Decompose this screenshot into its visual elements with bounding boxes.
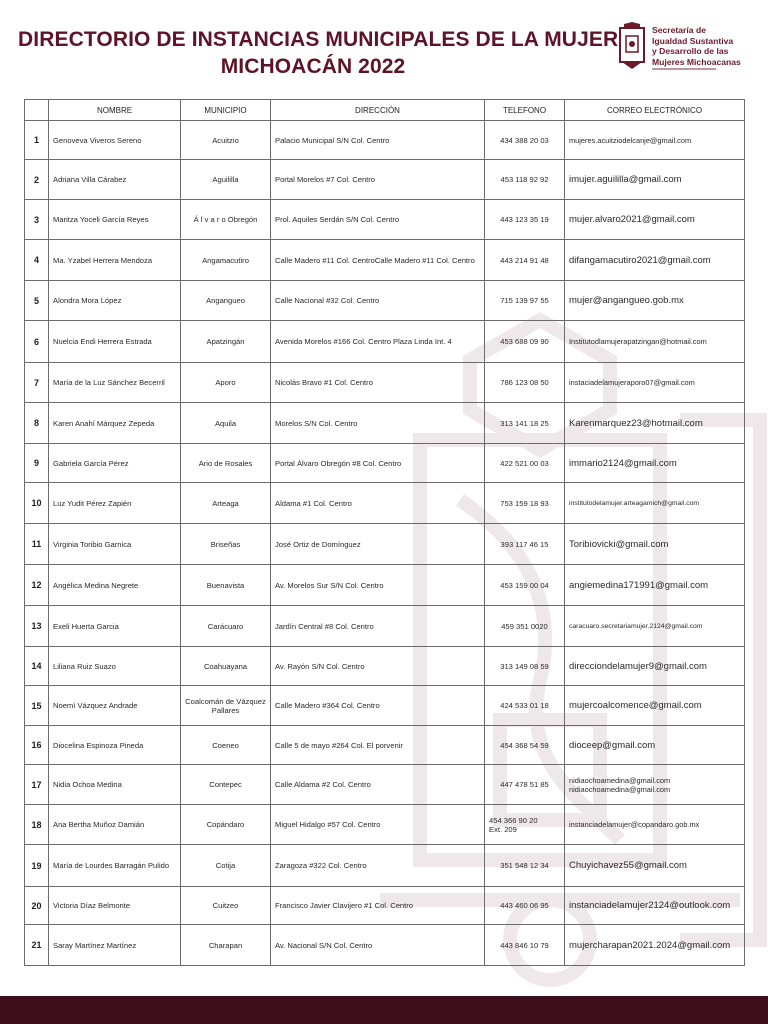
municipio-cell: Cuitzeo — [181, 887, 271, 925]
telefono-cell — [485, 726, 565, 765]
direccion-cell: Morelos S/N Col. Centro — [271, 403, 485, 444]
correo-cell — [565, 726, 745, 765]
row-number: 7 — [25, 363, 49, 403]
contact-name: Genoveva Viveros Sereno — [49, 121, 181, 160]
telefono-value: 443 123 35 19 — [500, 215, 549, 224]
email-link[interactable]: immario2124@gmail.com — [569, 457, 677, 469]
direccion-cell: Zaragoza #322 Col. Centro — [271, 845, 485, 887]
municipio-cell: Briseñas — [181, 524, 271, 565]
table-row — [25, 444, 745, 483]
email-link[interactable]: mujercharapan2021.2024@gmail.com — [569, 939, 731, 951]
telefono-value: 443 460 06 95 — [500, 901, 549, 910]
document-title — [18, 26, 619, 80]
correo-cell — [565, 925, 745, 966]
direccion-cell: Av. Morelos Sur S/N Col. Centro — [271, 565, 485, 606]
telefono-cell — [485, 647, 565, 686]
telefono-value: 424 533 01 18 — [500, 701, 549, 710]
email-link[interactable]: instanciadelamujer@copandaro.gob.mx — [569, 820, 700, 829]
table-row — [25, 765, 745, 805]
telefono-value: 447 478 51 85 — [500, 780, 549, 789]
municipio-cell: Carácuaro — [181, 606, 271, 647]
telefono-cell — [485, 363, 565, 403]
direccion-cell: Calle Madero #11 Col. CentroCalle Madero #11 Col. Centro — [271, 240, 485, 281]
telefono-cell — [485, 200, 565, 240]
footer-band — [0, 996, 768, 1024]
title-line-1: DIRECTORIO DE INSTANCIAS MUNICIPALES DE LA MUJER — [18, 28, 619, 51]
row-number: 2 — [25, 160, 49, 200]
contact-name: Luz Yudit Pérez Zapién — [49, 483, 181, 524]
municipio-cell: Á l v a r o Obregón — [181, 200, 271, 240]
correo-cell — [565, 647, 745, 686]
row-number: 1 — [25, 121, 49, 160]
municipio-cell: Contepec — [181, 765, 271, 805]
telefono-value: 786 123 08 50 — [500, 378, 549, 387]
row-number: 11 — [25, 524, 49, 565]
email-link[interactable]: mujer.alvaro2021@gmail.com — [569, 214, 695, 225]
municipio-cell: Acuitzio — [181, 121, 271, 160]
table-row — [25, 565, 745, 606]
email-link[interactable]: angiemedina171991@gmail.com — [569, 579, 709, 591]
row-number: 19 — [25, 845, 49, 887]
table-row — [25, 160, 745, 200]
telefono-value: 454 368 54 59 — [500, 740, 549, 750]
direccion-cell: Francisco Javier Clavijero #1 Col. Centro — [271, 887, 485, 925]
table-row — [25, 845, 745, 887]
contact-name: Karen Anahí Márquez Zepeda — [49, 403, 181, 444]
email-link[interactable]: Institutodlamujerapatzingan@hotmail.com — [569, 337, 707, 346]
contact-name: Adriana Villa Cárabez — [49, 160, 181, 200]
direccion-cell: Avenida Morelos #166 Col. Centro Plaza Linda Int. 4 — [271, 321, 485, 363]
table-row — [25, 805, 745, 845]
row-number: 18 — [25, 805, 49, 845]
direccion-cell: Av. Rayón S/N Col. Centro — [271, 647, 485, 686]
email-link[interactable]: mujer@angangueo.gob.mx — [569, 295, 684, 306]
municipio-cell: Cotija — [181, 845, 271, 887]
contact-name: Noemí Vázquez Andrade — [49, 686, 181, 726]
table-row — [25, 321, 745, 363]
header-nombre: NOMBRE — [49, 100, 181, 121]
email-link[interactable]: Chuyichavez55@gmail.com — [569, 860, 687, 871]
header-num — [25, 100, 49, 121]
logo-line-3: y Desarrollo de las — [652, 46, 729, 56]
contact-name: María de la Luz Sánchez Becerril — [49, 363, 181, 403]
municipio-cell: Coahuayana — [181, 647, 271, 686]
municipio-cell: Angangueo — [181, 281, 271, 321]
telefono-value: 443 214 91 48 — [500, 255, 549, 265]
table-row — [25, 200, 745, 240]
telefono-value: 453 688 09 90 — [500, 337, 549, 346]
email-link-secondary[interactable]: nidiaochoamedina@gmail.com — [569, 784, 671, 794]
municipio-cell: Aquila — [181, 403, 271, 444]
table-header-row — [25, 100, 745, 121]
telefono-cell — [485, 845, 565, 887]
correo-cell — [565, 363, 745, 403]
email-link[interactable]: caracuaro.secretariamujer.2124@gmail.com — [569, 622, 703, 630]
email-link[interactable]: instaciadelamujeraporo07@gmail.com — [569, 378, 695, 387]
correo-cell — [565, 765, 745, 805]
header-municipio: MUNICIPIO — [181, 100, 271, 121]
table-row — [25, 524, 745, 565]
municipio-cell: Buenavista — [181, 565, 271, 606]
direccion-cell: José Ortiz de Domínguez — [271, 524, 485, 565]
telefono-cell — [485, 805, 565, 845]
telefono-cell — [485, 765, 565, 805]
table-row — [25, 483, 745, 524]
direccion-cell: Aldama #1 Col. Centro — [271, 483, 485, 524]
telefono-value: 351 548 12 34 — [500, 861, 549, 870]
contact-name: Ma. Yzabel Herrera Mendoza — [49, 240, 181, 281]
table-row — [25, 606, 745, 647]
telefono-value: 454 366 90 20 — [489, 815, 538, 825]
direccion-cell: Calle Madero #364 Col. Centro — [271, 686, 485, 726]
telefono-cell — [485, 321, 565, 363]
logo-line-1: Secretaría de — [652, 25, 706, 35]
telefono-value: 422 521 00 03 — [500, 458, 549, 468]
table-row — [25, 887, 745, 925]
table-row — [25, 925, 745, 966]
telefono-value: 459 351 0020 — [501, 621, 548, 631]
direccion-cell: Calle 5 de mayo #264 Col. El porvenir — [271, 726, 485, 765]
row-number: 3 — [25, 200, 49, 240]
correo-cell — [565, 887, 745, 925]
telefono-value: 443 846 10 79 — [500, 940, 549, 950]
logo-underline — [652, 68, 716, 70]
municipio-cell: Arteaga — [181, 483, 271, 524]
correo-cell — [565, 160, 745, 200]
telefono-value: 313 141 18 25 — [500, 418, 549, 428]
correo-cell — [565, 403, 745, 444]
contact-name: Diocelina Espinoza Pineda — [49, 726, 181, 765]
row-number: 13 — [25, 606, 49, 647]
telefono-cell — [485, 160, 565, 200]
correo-cell — [565, 281, 745, 321]
telefono-cell — [485, 281, 565, 321]
contact-name: Ana Bertha Muñoz Damián — [49, 805, 181, 845]
correo-cell — [565, 444, 745, 483]
telefono-value: 453 159 00 04 — [500, 580, 549, 590]
municipio-cell: Aporo — [181, 363, 271, 403]
email-link[interactable]: institutodelamujer.arteagamich@gmail.com — [569, 499, 700, 507]
email-link[interactable]: mujeres.acuitziodelcanje@gmail.com — [569, 135, 692, 145]
telefono-value: 453 118 92 92 — [500, 175, 549, 184]
row-number: 15 — [25, 686, 49, 726]
email-link[interactable]: mujercoalcomence@gmail.com — [569, 700, 702, 711]
row-number: 16 — [25, 726, 49, 765]
direccion-cell: Jardín Central #8 Col. Centro — [271, 606, 485, 647]
telefono-cell — [485, 403, 565, 444]
header-correo: CORREO ELECTRÓNICO — [565, 100, 745, 121]
direccion-cell: Prol. Aquiles Serdán S/N Col. Centro — [271, 200, 485, 240]
contact-name: Virginia Toribio Garnica — [49, 524, 181, 565]
logo-line-2: Igualdad Sustantiva — [652, 35, 734, 46]
email-link[interactable]: imujer.aguililla@gmail.com — [569, 174, 682, 185]
telefono-cell — [485, 444, 565, 483]
direccion-cell: Calle Nacional #32 Col. Centro — [271, 281, 485, 321]
telefono-value: 393 117 46 15 — [500, 539, 549, 549]
telefono-cell — [485, 686, 565, 726]
email-link[interactable]: difangamacutiro2021@gmail.com — [569, 254, 711, 266]
row-number: 9 — [25, 444, 49, 483]
correo-cell — [565, 121, 745, 160]
municipio-cell: Coeneo — [181, 726, 271, 765]
telefono-cell — [485, 925, 565, 966]
telefono-cell — [485, 887, 565, 925]
contact-name: Gabriela García Pérez — [49, 444, 181, 483]
municipio-cell: Angamacutiro — [181, 240, 271, 281]
direccion-cell: Miguel Hidalgo #57 Col. Centro — [271, 805, 485, 845]
telefono-extension: Ext. 209 — [489, 824, 517, 834]
row-number: 14 — [25, 647, 49, 686]
logo-line-4: Mujeres Michoacanas — [652, 56, 741, 67]
direccion-cell: Calle Aldama #2 Col. Centro — [271, 765, 485, 805]
row-number: 20 — [25, 887, 49, 925]
contact-name: Angélica Medina Negrete — [49, 565, 181, 606]
directory-table — [24, 99, 745, 966]
correo-cell — [565, 200, 745, 240]
email-link[interactable]: direcciondelamujer9@gmail.com — [569, 660, 707, 672]
telefono-cell — [485, 524, 565, 565]
telefono-cell — [485, 606, 565, 647]
row-number: 17 — [25, 765, 49, 805]
municipio-cell: Aguililla — [181, 160, 271, 200]
correo-cell — [565, 483, 745, 524]
telefono-cell — [485, 240, 565, 281]
michoacan-emblem-icon — [618, 22, 646, 70]
header-direccion: DIRECCIÓN — [271, 100, 485, 121]
municipio-cell: Apatzingán — [181, 321, 271, 363]
correo-cell — [565, 524, 745, 565]
telefono-cell — [485, 565, 565, 606]
telefono-cell — [485, 121, 565, 160]
telefono-cell — [485, 483, 565, 524]
municipio-cell: Charapan — [181, 925, 271, 966]
row-number: 6 — [25, 321, 49, 363]
direccion-cell: Portal Morelos #7 Col. Centro — [271, 160, 485, 200]
municipio-cell: Copándaro — [181, 805, 271, 845]
table-body — [25, 121, 745, 966]
title-line-2: MICHOACÁN 2022 — [220, 55, 406, 78]
row-number: 21 — [25, 925, 49, 966]
table-row — [25, 363, 745, 403]
correo-cell — [565, 686, 745, 726]
table-row — [25, 121, 745, 160]
correo-cell — [565, 321, 745, 363]
municipio-cell: Coalcomán de Vázquez Pallares — [181, 686, 271, 726]
header-telefono: TELEFONO — [485, 100, 565, 121]
email-link[interactable]: instanciadelamujer2124@outlook.com — [569, 900, 731, 911]
secretaria-logo — [618, 22, 758, 76]
email-link[interactable]: Toribiovicki@gmail.com — [569, 538, 669, 550]
table-row — [25, 403, 745, 444]
contact-name: Exeli Huerta Garcia — [49, 606, 181, 647]
direccion-cell: Av. Nacional S/N Col. Centro — [271, 925, 485, 966]
table-row — [25, 240, 745, 281]
table-row — [25, 726, 745, 765]
direccion-cell: Nicolás Bravo #1 Col. Centro — [271, 363, 485, 403]
contact-name: Victoria Díaz Belmonte — [49, 887, 181, 925]
correo-cell — [565, 606, 745, 647]
telefono-value: 434 388 20 03 — [500, 135, 549, 145]
contact-name: Maritza Yoceli García Reyes — [49, 200, 181, 240]
table-row — [25, 686, 745, 726]
logo-text — [652, 25, 762, 67]
row-number: 4 — [25, 240, 49, 281]
email-link[interactable]: Karenmarquez23@hotmail.com — [569, 417, 703, 429]
correo-cell — [565, 805, 745, 845]
row-number: 5 — [25, 281, 49, 321]
table-row — [25, 647, 745, 686]
correo-cell — [565, 845, 745, 887]
correo-cell — [565, 240, 745, 281]
contact-name: Liliana Ruiz Suazo — [49, 647, 181, 686]
direccion-cell: Palacio Municipal S/N Col. Centro — [271, 121, 485, 160]
telefono-value: 313 149 08 59 — [500, 661, 549, 671]
direccion-cell: Portal Álvaro Obregón #8 Col. Centro — [271, 444, 485, 483]
row-number: 12 — [25, 565, 49, 606]
contact-name: Nidia Ochoa Medina — [49, 765, 181, 805]
contact-name: Nuelcia Endi Herrera Estrada — [49, 321, 181, 363]
email-link[interactable]: dioceep@gmail.com — [569, 739, 656, 751]
contact-name: María de Lourdes Barragán Pulido — [49, 845, 181, 887]
telefono-value: 753 159 18 93 — [500, 498, 549, 508]
contact-name: Saray Martínez Martínez — [49, 925, 181, 966]
contact-name: Alondra Mora López — [49, 281, 181, 321]
correo-cell — [565, 565, 745, 606]
municipio-cell: Ario de Rosales — [181, 444, 271, 483]
row-number: 8 — [25, 403, 49, 444]
telefono-value: 715 139 97 55 — [500, 296, 549, 305]
table-row — [25, 281, 745, 321]
row-number: 10 — [25, 483, 49, 524]
email-link[interactable]: nidiaochoamedina@gmail.com — [569, 775, 671, 785]
